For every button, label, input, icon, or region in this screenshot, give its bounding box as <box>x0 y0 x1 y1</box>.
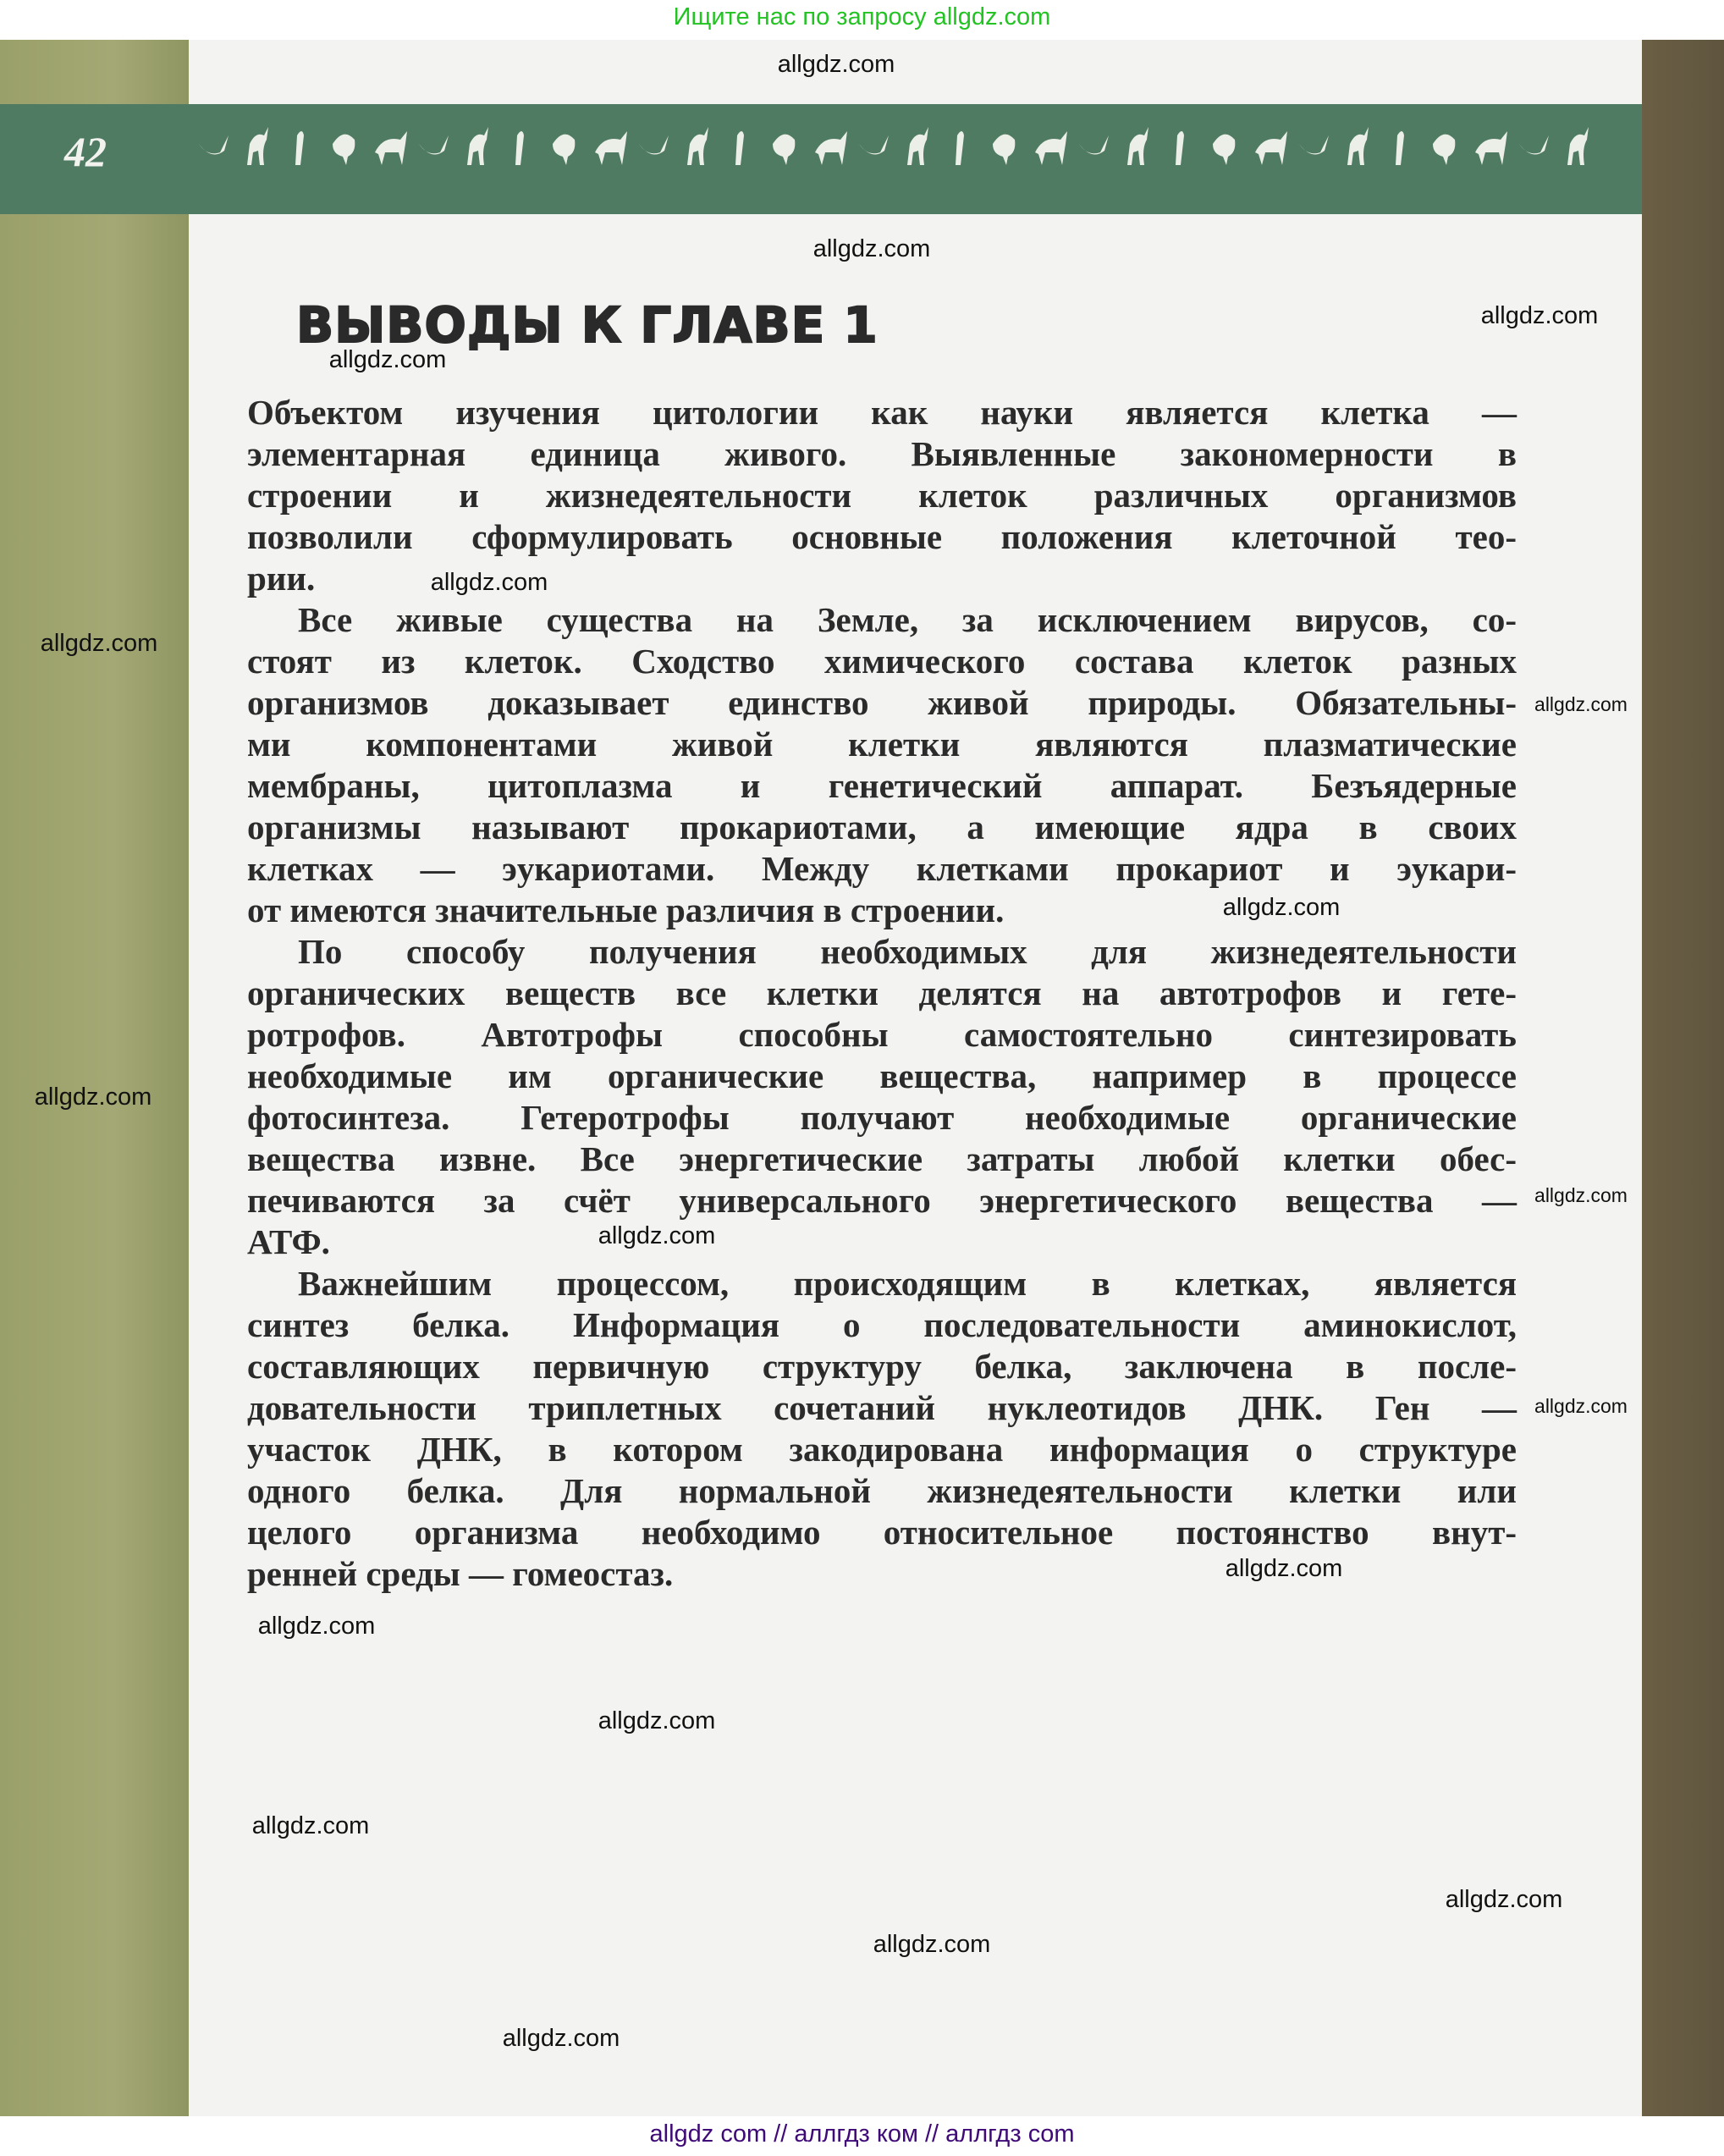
text-line: стоят из клеток. Сходство химического состава клеток разных <box>247 642 1517 681</box>
watermark: allgdz.com <box>40 630 158 657</box>
text-line: АТФ. <box>247 1222 330 1261</box>
animal-silhouette <box>1475 131 1507 165</box>
animal-silhouette <box>1519 135 1549 155</box>
text-line: ренней среды — гомеостаз. <box>247 1554 674 1593</box>
chapter-title: ВЫВОДЫ К ГЛАВЕ 1 <box>296 296 879 354</box>
text-line: необходимые им органические вещества, например в процессе <box>247 1056 1517 1095</box>
animal-silhouette <box>419 135 449 155</box>
animal-silhouette <box>515 131 524 165</box>
watermark: allgdz.com <box>598 1707 716 1734</box>
watermark: allgdz.com <box>1222 894 1341 921</box>
text-line: ротрофов. Автотрофы способны самостоятельно синтезировать <box>247 1015 1517 1054</box>
watermark: allgdz.com <box>1445 1886 1563 1913</box>
text-line: клетках — эукариотами. Между клетками прокариот и эукари- <box>247 849 1517 888</box>
animal-silhouette <box>773 135 795 165</box>
watermark: allgdz.com <box>812 235 931 262</box>
animal-silhouette <box>467 127 488 165</box>
animal-silhouette <box>333 135 355 165</box>
animal-silhouette <box>956 131 964 165</box>
watermark: allgdz.com <box>1225 1555 1343 1582</box>
text-line: фотосинтеза. Гетеротрофы получают необходимые органические <box>247 1098 1517 1137</box>
text-line: Объектом изучения цитологии как науки является клетка — <box>247 393 1517 432</box>
text-line: строении и жизнедеятельности клеток различных организмов <box>247 476 1517 515</box>
text-line: ми компонентами живой клетки являются плазматические <box>247 725 1517 764</box>
text-line: Важнейшим процессом, происходящим в клетках, является <box>298 1264 1517 1303</box>
text-line: составляющих первичную структуру белка, заключена в после- <box>247 1347 1517 1386</box>
watermark: allgdz.com <box>1534 1184 1628 1206</box>
animal-silhouette <box>735 131 744 165</box>
animal-silhouette <box>1255 131 1287 165</box>
watermark: allgdz.com <box>257 1613 376 1640</box>
watermark: allgdz.com <box>873 1931 991 1958</box>
animal-silhouette <box>1347 127 1369 165</box>
animal-silhouette <box>687 127 708 165</box>
text-line: органических веществ все клетки делятся на автотрофов и гете- <box>247 973 1517 1012</box>
watermark: allgdz.com <box>598 1222 716 1249</box>
animal-silhouette <box>639 135 669 155</box>
animal-silhouette <box>1396 131 1404 165</box>
animal-silhouette <box>859 135 889 155</box>
left-page-edge <box>0 40 189 2116</box>
animal-silhouette <box>993 135 1015 165</box>
text-line: По способу получения необходимых для жизнедеятельности <box>298 932 1517 971</box>
animal-silhouettes-icon <box>199 127 1638 169</box>
animal-silhouette <box>1079 135 1109 155</box>
text-line: организмов доказывает единство живой природы. Обязательны- <box>247 683 1517 722</box>
animal-silhouette <box>1567 127 1589 165</box>
animal-silhouette <box>247 127 268 165</box>
animal-silhouette <box>815 131 847 165</box>
animal-silhouette <box>1299 135 1329 155</box>
text-line: участок ДНК, в котором закодирована информация о структуре <box>247 1430 1517 1469</box>
bottom-ad-banner[interactable]: allgdz com // аллгдз ком // аллгдз com <box>649 2120 1075 2148</box>
page-number: 42 <box>64 128 107 175</box>
animal-silhouette <box>1433 135 1455 165</box>
text-line: от имеются значительные различия в строении. <box>247 891 1005 929</box>
watermark: allgdz.com <box>1534 693 1628 715</box>
watermark: allgdz.com <box>1534 1395 1628 1417</box>
text-line: печиваются за счёт универсального энергетического вещества — <box>247 1181 1517 1220</box>
animal-silhouette <box>199 135 229 155</box>
text-line: Все живые существа на Земле, за исключением вирусов, со- <box>298 600 1517 639</box>
right-page-edge <box>1642 40 1724 2116</box>
animal-silhouette <box>553 135 575 165</box>
text-line: позволили сформулировать основные положения клеточной тео- <box>247 517 1517 556</box>
text-line: целого организма необходимо относительное постоянство внут- <box>247 1513 1517 1552</box>
text-line: одного белка. Для нормальной жизнедеятельности клетки или <box>247 1471 1517 1510</box>
watermark: allgdz.com <box>328 346 447 373</box>
text-line: рии. <box>247 559 316 598</box>
watermark: allgdz.com <box>34 1084 152 1111</box>
animal-silhouette <box>595 131 627 165</box>
top-ad-banner[interactable]: Ищите нас по запросу allgdz.com <box>673 3 1051 30</box>
watermark: allgdz.com <box>430 569 548 596</box>
animal-silhouette <box>295 131 304 165</box>
text-line: элементарная единица живого. Выявленные закономерности в <box>247 434 1517 473</box>
text-line: синтез белка. Информация о последовательности аминокислот, <box>247 1305 1517 1344</box>
watermark: allgdz.com <box>777 51 895 78</box>
animal-silhouette <box>1176 131 1184 165</box>
watermark: allgdz.com <box>1480 302 1599 329</box>
text-line: мембраны, цитоплазма и генетический аппарат. Безъядерные <box>247 766 1517 805</box>
text-line: довательности триплетных сочетаний нуклеотидов ДНК. Ген — <box>247 1388 1517 1427</box>
animal-silhouette <box>1213 135 1235 165</box>
animal-silhouette <box>1035 131 1067 165</box>
animal-silhouette <box>375 131 407 165</box>
animal-silhouette <box>1127 127 1148 165</box>
watermark: allgdz.com <box>251 1812 370 1839</box>
animal-silhouette <box>907 127 928 165</box>
text-line: организмы называют прокариотами, а имеющие ядра в своих <box>247 808 1517 846</box>
watermark: allgdz.com <box>502 2025 620 2052</box>
text-line: вещества извне. Все энергетические затраты любой клетки обес- <box>247 1139 1517 1178</box>
